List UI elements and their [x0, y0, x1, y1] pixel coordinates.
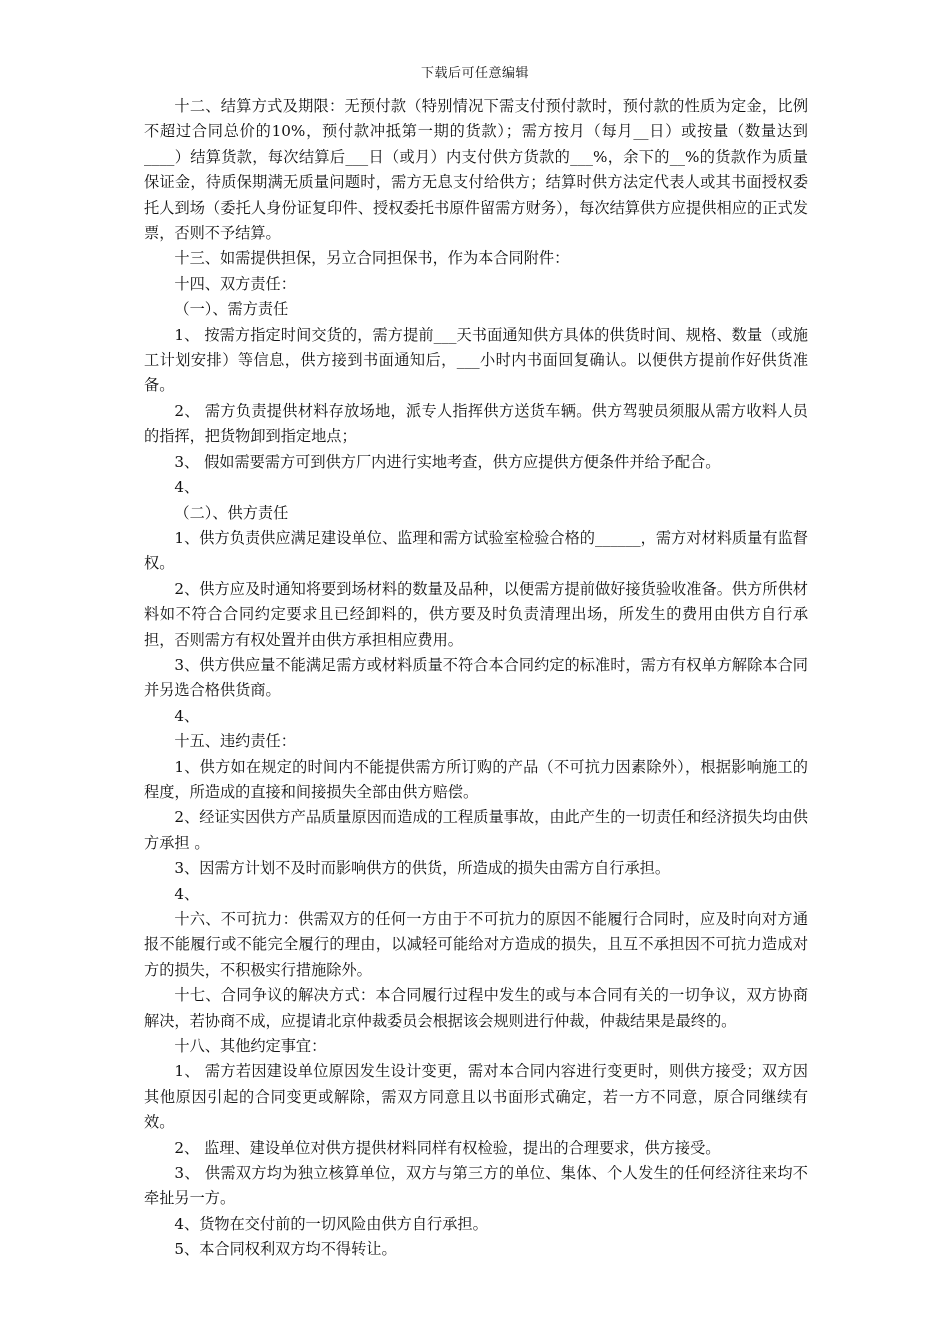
buyer-responsibility-heading: （一）、需方责任	[174, 300, 289, 319]
supplier-responsibility-heading: （二）、供方责任	[174, 503, 289, 522]
supplier-item-2: 2、供方应及时通知将要到场材料的数量及品种，以便需方提前做好接货验收准备。供方所供材料如不符合合同约定要求且已经卸料的，供方要及时负责清理出场，所发生的费用由供方自行承担，否则需方有权处置并由供方承担相应费用。	[144, 579, 808, 649]
other-item-1: 1、 需方若因建设单位原因发生设计变更，需对本合同内容进行变更时，则供方接受；双方因其他原因引起的合同变更或解除，需双方同意且以书面形式确定，若一方不同意，原合同继续有效。	[144, 1062, 808, 1132]
breach-item-3: 3、因需方计划不及时而影响供方的供货，所造成的损失由需方自行承担。	[174, 859, 671, 878]
other-item-4: 4、货物在交付前的一切风险由供方自行承担。	[174, 1214, 488, 1233]
supplier-item-3: 3、供方供应量不能满足需方或材料质量不符合本合同约定的标准时，需方有权单方解除本合同并另选合格供货商。	[144, 655, 808, 700]
clause-13-guarantee: 十三、如需提供担保，另立合同担保书，作为本合同附件：	[174, 249, 570, 268]
clause-12-settlement: 十二、结算方式及期限：无预付款（特别情况下需支付预付款时，预付款的性质为定金，比例不超过合同总价的10%，预付款冲抵第一期的货款）；需方按月（每月__日）或按量（数量达到____）结算货款，每次结算后___日（或月）内支付供方货款的___%，余下的__%的货款作为质量保证金，待质保期满无质量问题时，需方无息支付给供方；结算时供方法定代表人或其书面授权委托人到场（委托人身份证复印件、授权委托书原件留需方财务），每次结算供方应提供相应的正式发票，否则不予结算。	[144, 97, 808, 243]
clause-14-heading: 十四、双方责任：	[174, 274, 296, 293]
buyer-item-1: 1、 按需方指定时间交货的，需方提前___天书面通知供方具体的供货时间、规格、数量（或施工计划安排）等信息，供方接到书面通知后，___小时内书面回复确认。以便供方提前作好供货准备。	[144, 325, 808, 395]
breach-item-4: 4、	[174, 884, 200, 903]
clause-15-heading: 十五、违约责任：	[174, 732, 296, 751]
clause-18-heading: 十八、其他约定事宜：	[174, 1037, 327, 1056]
clause-16-force-majeure: 十六、不可抗力：供需双方的任何一方由于不可抗力的原因不能履行合同时，应及时向对方通报不能履行或不能完全履行的理由，以减轻可能给对方造成的损失，且互不承担因不可抗力造成对方的损失，不积极实行措施除外。	[144, 910, 808, 979]
page-header: 下载后可任意编辑	[420, 66, 529, 81]
breach-item-2: 2、经证实因供方产品质量原因而造成的工程质量事故，由此产生的一切责任和经济损失均由供方承担 。	[144, 808, 808, 852]
other-item-5: 5、本合同权利双方均不得转让。	[174, 1240, 397, 1259]
buyer-item-4: 4、	[174, 478, 200, 497]
supplier-item-4: 4、	[174, 706, 200, 725]
other-item-2: 2、 监理、建设单位对供方提供材料同样有权检验，提出的合理要求，供方接受。	[174, 1138, 721, 1157]
buyer-item-3: 3、 假如需要需方可到供方厂内进行实地考查，供方应提供方便条件并给予配合。	[174, 452, 721, 471]
document-body	[144, 94, 808, 1263]
breach-item-1: 1、供方如在规定的时间内不能提供需方所订购的产品（不可抗力因素除外），根据影响施工的程度，所造成的直接和间接损失全部由供方赔偿。	[144, 757, 808, 801]
supplier-item-1: 1、供方负责供应满足建设单位、监理和需方试验室检验合格的______，需方对材料质量有监督权。	[144, 528, 808, 573]
clause-17-dispute: 十七、合同争议的解决方式：本合同履行过程中发生的或与本合同有关的一切争议，双方协商解决，若协商不成，应提请北京仲裁委员会根据该会规则进行仲裁，仲裁结果是最终的。	[144, 986, 808, 1030]
buyer-item-2: 2、 需方负责提供材料存放场地，派专人指挥供方送货车辆。供方驾驶员须服从需方收料人员的指挥，把货物卸到指定地点；	[144, 401, 808, 446]
other-item-3: 3、 供需双方均为独立核算单位，双方与第三方的单位、集体、个人发生的任何经济往来均不牵扯另一方。	[144, 1164, 808, 1208]
